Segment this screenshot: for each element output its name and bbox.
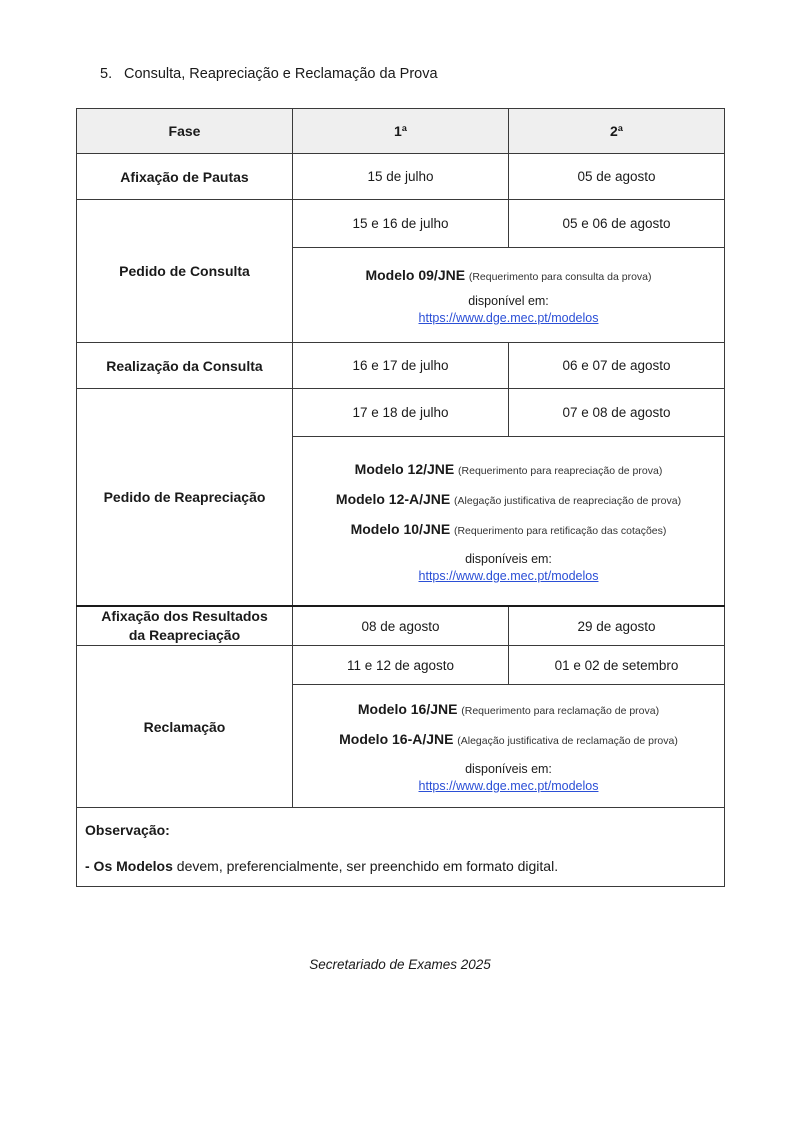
model-description: (Requerimento para consulta da prova): [468, 271, 652, 283]
date-cell: 06 e 07 de agosto: [509, 343, 725, 389]
schedule-table: [76, 108, 725, 887]
date-cell: 08 de agosto: [293, 606, 509, 646]
model-line: [299, 731, 718, 747]
model-description: (Requerimento para reclamação de prova): [461, 705, 660, 717]
model-line: [299, 491, 718, 507]
model-name: Modelo 10/JNE: [350, 521, 451, 537]
model-description: (Alegação justificativa de reclamação de prova): [457, 735, 678, 747]
table-row: [77, 646, 725, 685]
date-cell: 15 de julho: [293, 154, 509, 200]
table-row: [77, 343, 725, 389]
table-header-row: [77, 109, 725, 154]
section-heading: [100, 66, 438, 82]
model-name: Modelo 12-A/JNE: [335, 491, 451, 507]
phase-line: da Reapreciação: [128, 627, 241, 643]
date-cell: 07 e 08 de agosto: [509, 389, 725, 437]
model-line: [299, 267, 718, 283]
model-name: Modelo 16/JNE: [357, 701, 458, 717]
date-cell: 15 e 16 de julho: [293, 200, 509, 248]
model-line: [299, 461, 718, 477]
date-cell: 17 e 18 de julho: [293, 389, 509, 437]
model-line: [299, 521, 718, 537]
table-row: [77, 389, 725, 437]
header-fase: Fase: [77, 109, 293, 154]
date-cell: 01 e 02 de setembro: [509, 646, 725, 685]
section-number: 5.: [100, 66, 113, 82]
available-label: disponível em:: [468, 294, 549, 308]
phase-pedido-consulta: Pedido de Consulta: [77, 200, 293, 343]
model-description: (Requerimento para retificação das cotações): [453, 525, 667, 537]
model-description: (Requerimento para reapreciação de prova): [458, 465, 663, 477]
date-cell: 05 de agosto: [509, 154, 725, 200]
table-row: [77, 808, 725, 887]
models-link[interactable]: https://www.dge.mec.pt/modelos: [418, 311, 599, 325]
observation-text: [85, 858, 716, 874]
header-second: 2ª: [509, 109, 725, 154]
phase-realizacao-consulta: Realização da Consulta: [77, 343, 293, 389]
available-label: disponíveis em:: [465, 552, 552, 566]
available-label: disponíveis em:: [465, 762, 552, 776]
models-link[interactable]: https://www.dge.mec.pt/modelos: [418, 569, 599, 583]
table-row: [77, 200, 725, 248]
models-link[interactable]: https://www.dge.mec.pt/modelos: [418, 779, 599, 793]
model-name: Modelo 09/JNE: [365, 267, 466, 283]
phase-afixacao-pautas: Afixação de Pautas: [77, 154, 293, 200]
model-line: [299, 701, 718, 717]
table-row: [77, 606, 725, 646]
observation-prefix: - Os Modelos: [85, 858, 173, 874]
model-name: Modelo 16-A/JNE: [339, 731, 454, 747]
phase-afixacao-resultados: [77, 606, 293, 646]
model-name: Modelo 12/JNE: [354, 461, 455, 477]
observation-cell: [77, 808, 725, 887]
models-cell: [293, 685, 725, 808]
observation-body: devem, preferencialmente, ser preenchido em formato digital.: [172, 858, 559, 874]
table-row: [77, 154, 725, 200]
section-title: Consulta, Reapreciação e Reclamação da Prova: [124, 66, 438, 82]
date-cell: 05 e 06 de agosto: [509, 200, 725, 248]
date-cell: 16 e 17 de julho: [293, 343, 509, 389]
date-cell: 11 e 12 de agosto: [293, 646, 509, 685]
phase-reclamacao: Reclamação: [77, 646, 293, 808]
date-cell: 29 de agosto: [509, 606, 725, 646]
phase-line: Afixação dos Resultados: [101, 608, 268, 624]
observation-title: Observação:: [85, 822, 170, 838]
models-cell: [293, 437, 725, 607]
header-first: 1ª: [293, 109, 509, 154]
model-description: (Alegação justificativa de reapreciação de prova): [454, 495, 682, 507]
phase-pedido-reapreciacao: Pedido de Reapreciação: [77, 389, 293, 607]
page-footer: Secretariado de Exames 2025: [309, 957, 491, 972]
models-cell: [293, 248, 725, 343]
